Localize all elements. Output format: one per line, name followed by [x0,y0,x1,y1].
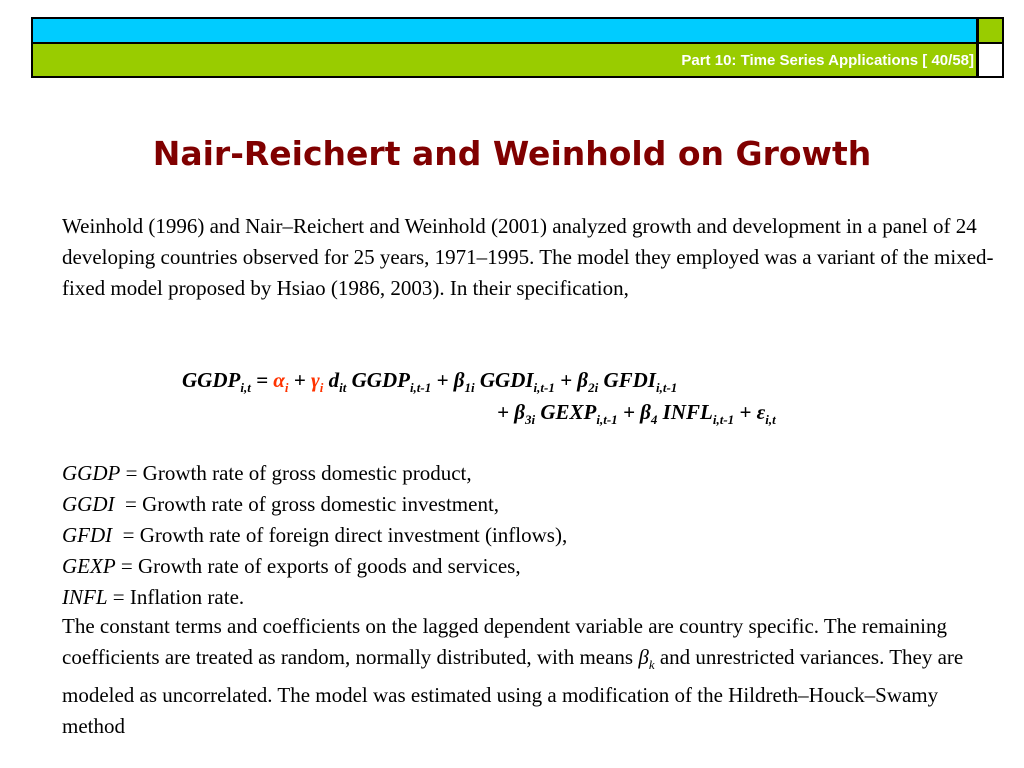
header-corner-square-top [977,17,1004,44]
slide-title: Nair-Reichert and Weinhold on Growth [152,134,872,173]
intro-paragraph: Weinhold (1996) and Nair–Reichert and Weinhold (2001) analyzed growth and development in a panel of 24 developing countries observed for 25 years, 1971–1995. The model they employed was a variant of the mixed-fixed model proposed by Hsiao (1986, 2003). In their specification, [62,214,994,300]
closing-paragraph: The constant terms and coefficients on the lagged dependent variable are country specific. The remaining coefficients are treated as random, normally distributed, with means $\beta_k$ and unrestricted variances. They are modeled as uncorrelated. The model was estimated using a modification of the Hildreth–Houck–Swamy method [62,614,964,739]
variable-definitions [62,458,997,613]
equation-line-1: $GGDP_{i,t} = \alpha_i + \gamma_i$ $d_{it}$ $GGDP_{i,t-1} + \beta_{1i}$ $GGDI_{i,t-1} + \beta_{2i}$ $GFDI_{i,t-1}$ [182,368,678,396]
header-bar-top [31,17,978,44]
equation-line-2: + $\beta_{3i}$ $GEXP_{i,t-1} + \beta_4$ $INFL_{i,t-1} + \varepsilon_{i,t}$ [497,400,776,428]
definition-ggdi: GGDI = Growth rate of gross domestic investment, [62,492,500,516]
header-corner-square-bottom [977,42,1004,78]
slide-label: Part 10: Time Series Applications [ 40/58] [681,52,974,69]
definition-ggdp: GGDP = Growth rate of gross domestic product, [62,461,472,485]
definition-gfdi: GFDI = Growth rate of foreign direct investment (inflows), [62,523,568,547]
definition-gexp: GEXP = Growth rate of exports of goods and services, [62,554,521,578]
definition-infl: INFL = Inflation rate. [62,585,245,609]
